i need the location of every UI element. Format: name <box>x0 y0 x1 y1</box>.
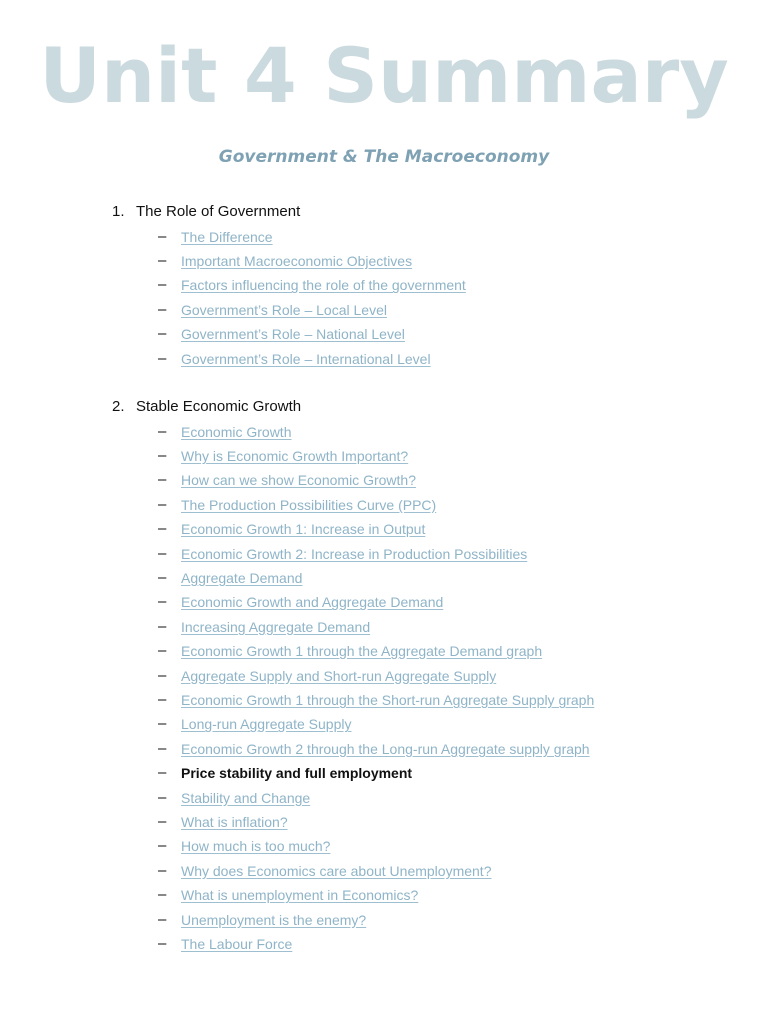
section-heading <box>112 200 300 224</box>
bullet-dash: – <box>158 764 167 782</box>
item-link[interactable]: Aggregate Demand <box>181 569 303 586</box>
list-item <box>0 273 768 297</box>
item-link[interactable]: What is inflation? <box>181 813 288 830</box>
bullet-dash: – <box>158 593 167 611</box>
item-link[interactable]: Government’s Role – National Level <box>181 326 405 343</box>
item-link[interactable]: Increasing Aggregate Demand <box>181 618 371 635</box>
list-item <box>0 908 768 932</box>
list-item <box>0 322 768 346</box>
item-link[interactable]: Important Macroeconomic Objectives <box>181 252 413 269</box>
list-item <box>0 468 768 492</box>
section-number: 1. <box>112 203 125 220</box>
bullet-dash: – <box>158 642 167 660</box>
bullet-dash: – <box>158 520 167 538</box>
list-item <box>0 420 768 444</box>
list-item <box>0 566 768 590</box>
section-heading-text: The Role of Government <box>136 203 301 220</box>
item-link[interactable]: Why is Economic Growth Important? <box>181 447 409 464</box>
bullet-dash: – <box>158 227 167 245</box>
item-link[interactable]: Stability and Change <box>181 789 311 806</box>
item-link[interactable]: Economic Growth <box>181 423 292 440</box>
list-item <box>0 834 768 858</box>
item-link[interactable]: Factors influencing the role of the government <box>181 277 466 294</box>
list-item <box>0 590 768 614</box>
item-link[interactable]: The Production Possibilities Curve (PPC) <box>181 496 437 513</box>
list-item <box>0 810 768 834</box>
page-title: Unit 4 Summary <box>39 31 729 120</box>
bullet-dash: – <box>158 910 167 928</box>
bullet-dash: – <box>158 715 167 733</box>
bullet-dash: – <box>158 788 167 806</box>
item-link[interactable]: Unemployment is the enemy? <box>181 911 367 928</box>
bullet-dash: – <box>158 617 167 635</box>
list-item <box>0 932 768 956</box>
list-item <box>0 786 768 810</box>
item-link[interactable]: Economic Growth 2: Increase in Production Possibilities <box>181 545 528 562</box>
bullet-dash: – <box>158 495 167 513</box>
list-item <box>0 712 768 736</box>
bullet-dash: – <box>158 934 167 952</box>
item-link[interactable]: Economic Growth 1 through the Aggregate Demand graph <box>181 643 543 660</box>
list-item <box>0 542 768 566</box>
item-label: Price stability and full employment <box>181 765 413 782</box>
item-link[interactable]: How can we show Economic Growth? <box>181 472 416 489</box>
item-link[interactable]: The Difference <box>181 228 273 245</box>
list-item <box>0 688 768 712</box>
list-item <box>0 347 768 371</box>
item-link[interactable]: Economic Growth 2 through the Long-run Aggregate supply graph <box>181 740 590 757</box>
bullet-dash: – <box>158 251 167 269</box>
list-item <box>0 761 768 785</box>
bullet-dash: – <box>158 568 167 586</box>
list-item <box>0 883 768 907</box>
bullet-dash: – <box>158 422 167 440</box>
bullet-dash: – <box>158 446 167 464</box>
list-item <box>0 615 768 639</box>
page-subtitle: Government & The Macroeconomy <box>218 147 550 167</box>
bullet-dash: – <box>158 886 167 904</box>
list-item <box>0 444 768 468</box>
bullet-dash: – <box>158 837 167 855</box>
list-item <box>0 225 768 249</box>
bullet-dash: – <box>158 544 167 562</box>
item-link[interactable]: The Labour Force <box>181 935 293 952</box>
list-item <box>0 249 768 273</box>
bullet-dash: – <box>158 471 167 489</box>
bullet-dash: – <box>158 325 167 343</box>
item-link[interactable]: Long-run Aggregate Supply <box>181 716 352 733</box>
item-link[interactable]: Government’s Role – Local Level <box>181 301 387 318</box>
item-link[interactable]: Economic Growth and Aggregate Demand <box>181 594 444 611</box>
item-link[interactable]: Economic Growth 1 through the Short-run Aggregate Supply graph <box>181 691 595 708</box>
bullet-dash: – <box>158 300 167 318</box>
item-link[interactable]: Government’s Role – International Level <box>181 350 431 367</box>
list-item <box>0 493 768 517</box>
list-item <box>0 298 768 322</box>
item-link[interactable]: Why does Economics care about Unemployment? <box>181 862 492 879</box>
section-heading <box>112 395 301 419</box>
item-link[interactable]: Economic Growth 1: Increase in Output <box>181 521 426 538</box>
section-heading-text: Stable Economic Growth <box>136 398 302 415</box>
bullet-dash: – <box>158 666 167 684</box>
item-link[interactable]: What is unemployment in Economics? <box>181 887 419 904</box>
bullet-dash: – <box>158 861 167 879</box>
bullet-dash: – <box>158 690 167 708</box>
bullet-dash: – <box>158 276 167 294</box>
item-link[interactable]: How much is too much? <box>181 838 331 855</box>
list-item <box>0 639 768 663</box>
bullet-dash: – <box>158 812 167 830</box>
item-link[interactable]: Aggregate Supply and Short-run Aggregate Supply <box>181 667 497 684</box>
bullet-dash: – <box>158 739 167 757</box>
list-item <box>0 517 768 541</box>
section-number: 2. <box>112 398 125 415</box>
list-item <box>0 664 768 688</box>
bullet-dash: – <box>158 349 167 367</box>
list-item <box>0 859 768 883</box>
list-item <box>0 737 768 761</box>
